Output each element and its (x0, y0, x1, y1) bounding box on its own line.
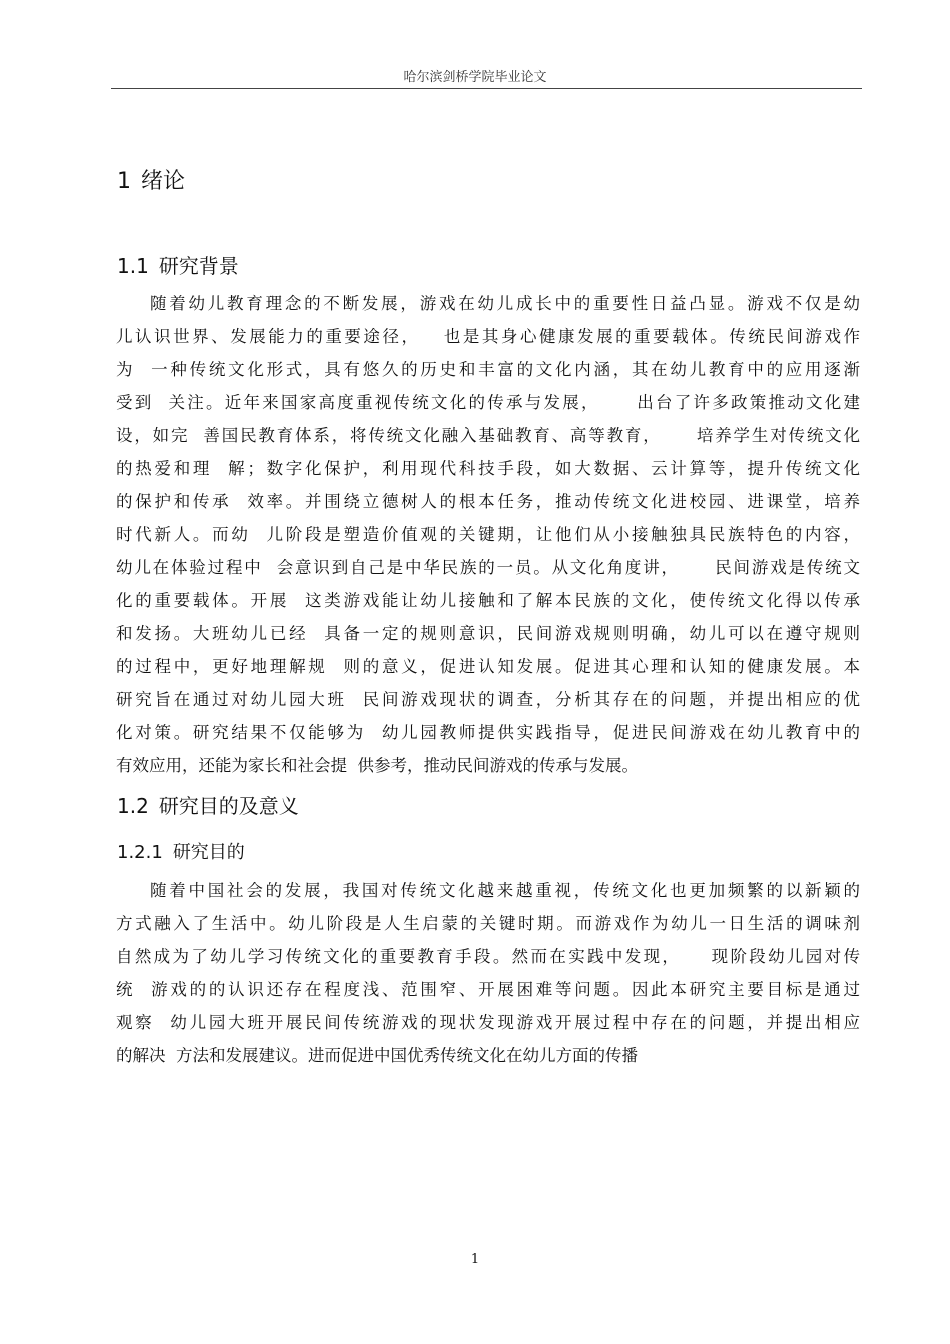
paragraph-line: 的热爱和理 解；数字化保护，利用现代科技手段，如大数据、云计算等，提升传统文化 (116, 459, 860, 478)
paragraph-line: 有效应用，还能为家长和社会提 供参考，推动民间游戏的传承与发展。 (116, 756, 638, 775)
paragraph-line: 受到 关注。近年来国家高度重视传统文化的传承与发展， 出台了许多政策推动文化建 (116, 393, 860, 412)
paragraph-line: 的解决 方法和发展建议。进而促进中国优秀传统文化在幼儿方面的传播 (116, 1046, 638, 1065)
background-paragraph (116, 287, 860, 782)
paragraph-line: 随着中国社会的发展，我国对传统文化越来越重视，传统文化也更加频繁的以新颖的 (150, 881, 860, 900)
paragraph-line: 设，如完 善国民教育体系，将传统文化融入基础教育、高等教育， 培养学生对传统文化 (116, 426, 860, 445)
purpose-paragraph (116, 874, 860, 1072)
paragraph-line: 方式融入了生活中。幼儿阶段是人生启蒙的关键时期。而游戏作为幼儿一日生活的调味剂 (116, 914, 860, 933)
paragraph-line: 时代新人。而幼 儿阶段是塑造价值观的关键期，让他们从小接触独具民族特色的内容， (116, 525, 860, 544)
section-heading-1-2 (117, 790, 299, 819)
paragraph-line: 幼儿在体验过程中 会意识到自己是中华民族的一员。从文化角度讲， 民间游戏是传统文 (116, 558, 860, 577)
paragraph-line: 随着幼儿教育理念的不断发展，游戏在幼儿成长中的重要性日益凸显。游戏不仅是幼 (150, 294, 860, 313)
subsection-heading-1-2-1 (117, 838, 245, 864)
section-title: 研究目的及意义 (158, 794, 299, 818)
section-number: 1.1 (117, 254, 149, 278)
paragraph-line: 观察 幼儿园大班开展民间传统游戏的现状发现游戏开展过程中存在的问题，并提出相应 (116, 1013, 860, 1032)
paragraph-line: 和发扬。大班幼儿已经 具备一定的规则意识，民间游戏规则明确，幼儿可以在遵守规则 (116, 624, 860, 643)
paragraph-line: 的保护和传承 效率。并围绕立德树人的根本任务，推动传统文化进校园、进课堂，培养 (116, 492, 860, 511)
chapter-title: 绪论 (141, 169, 186, 194)
header-divider (111, 88, 862, 89)
subsection-number: 1.2.1 (117, 842, 163, 863)
subsection-title: 研究目的 (172, 842, 245, 863)
page-number: 1 (470, 1252, 480, 1267)
section-number: 1.2 (117, 794, 149, 818)
chapter-number: 1 (117, 169, 131, 194)
running-header: 哈尔滨剑桥学院毕业论文 (403, 70, 547, 85)
paragraph-line: 化的重要载体。开展 这类游戏能让幼儿接触和了解本民族的文化，使传统文化得以传承 (116, 591, 860, 610)
paragraph-line: 儿认识世界、发展能力的重要途径， 也是其身心健康发展的重要载体。传统民间游戏作 (116, 327, 860, 346)
section-heading-1-1 (117, 250, 239, 279)
paragraph-line: 统 游戏的的认识还存在程度浅、范围窄、开展困难等问题。因此本研究主要目标是通过 (116, 980, 860, 999)
section-title: 研究背景 (158, 254, 239, 278)
paragraph-line: 为 一种传统文化形式，具有悠久的历史和丰富的文化内涵，其在幼儿教育中的应用逐渐 (116, 360, 860, 379)
paragraph-line: 自然成为了幼儿学习传统文化的重要教育手段。然而在实践中发现， 现阶段幼儿园对传 (116, 947, 860, 966)
paragraph-line: 化对策。研究结果不仅能够为 幼儿园教师提供实践指导，促进民间游戏在幼儿教育中的 (116, 723, 860, 742)
paragraph-line: 的过程中，更好地理解规 则的意义，促进认知发展。促进其心理和认知的健康发展。本 (116, 657, 860, 676)
paragraph-line: 研究旨在通过对幼儿园大班 民间游戏现状的调查，分析其存在的问题，并提出相应的优 (116, 690, 860, 709)
chapter-heading (117, 164, 185, 195)
